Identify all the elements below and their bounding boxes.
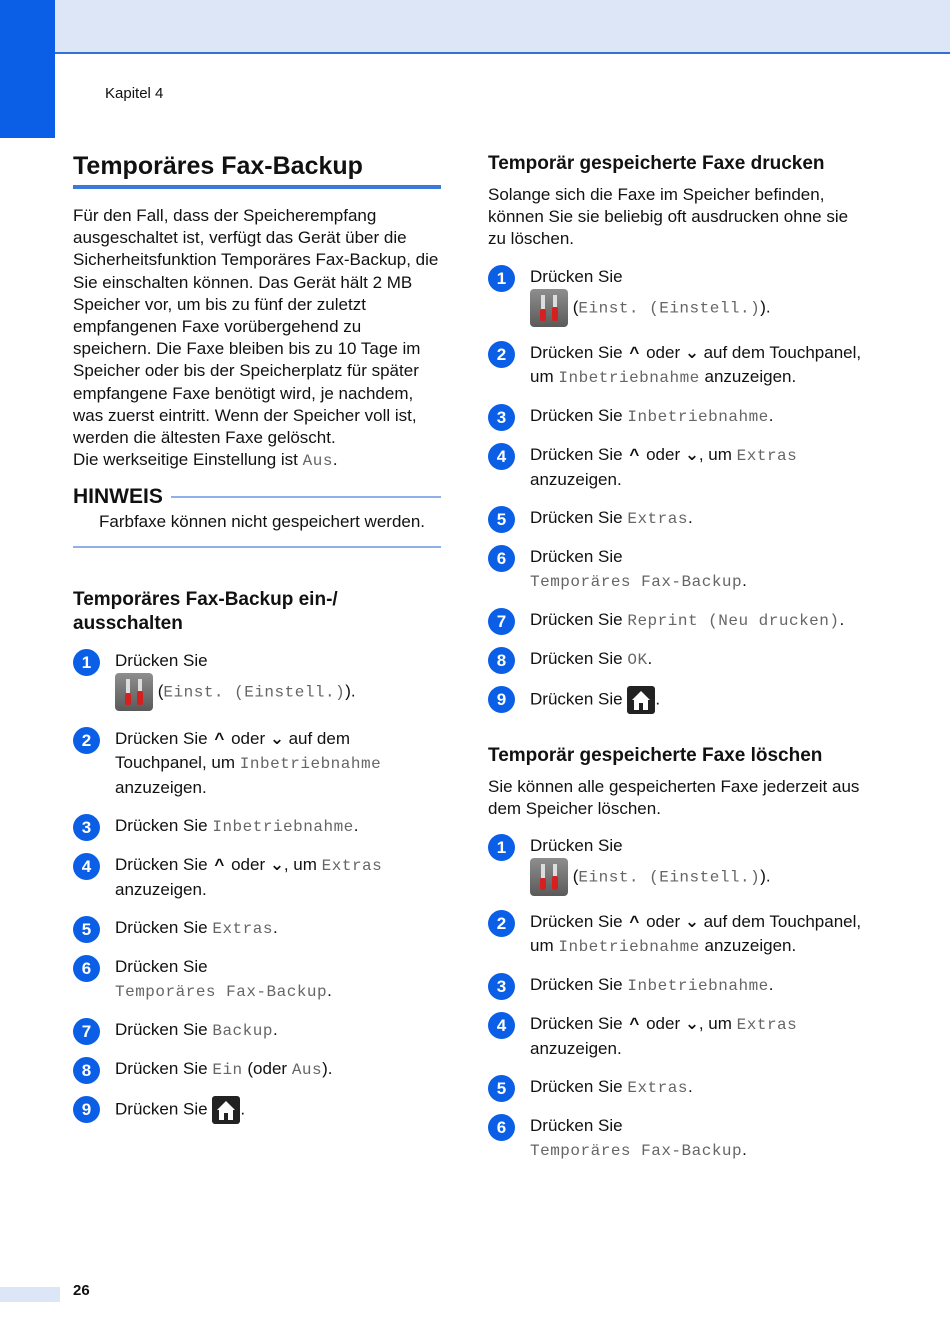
paren-close: ). bbox=[760, 866, 771, 886]
step-text: Drücken Sie bbox=[530, 1014, 623, 1034]
menu-value: Temporäres Fax-Backup bbox=[530, 1142, 743, 1161]
default-label: Die werkseitige Einstellung ist bbox=[73, 450, 303, 470]
step-end: . bbox=[768, 405, 774, 425]
step-4 bbox=[73, 853, 441, 902]
step-text-2: auf dem Touchpanel, um bbox=[530, 342, 862, 386]
section-title: Temporäres Fax-Backup bbox=[73, 152, 441, 189]
step-text: Drücken Sie bbox=[530, 836, 623, 856]
step-2 bbox=[488, 910, 868, 959]
menu-value: Temporäres Fax-Backup bbox=[115, 982, 328, 1001]
menu-value: Extras bbox=[627, 1079, 688, 1098]
step-text: Drücken Sie bbox=[115, 728, 208, 748]
menu-value: Inbetriebnahme bbox=[627, 407, 769, 426]
step-number: 8 bbox=[488, 647, 515, 674]
menu-value: Einst. (Einstell.) bbox=[163, 683, 346, 702]
step-end: . bbox=[687, 507, 693, 527]
step-end: . bbox=[327, 980, 332, 1000]
step-end: . bbox=[742, 570, 747, 590]
subsection-title: Temporäres Fax-Backup ein-/ ausschalten bbox=[73, 588, 338, 634]
step-1 bbox=[488, 265, 868, 327]
step-6 bbox=[488, 1114, 868, 1163]
menu-value: Temporäres Fax-Backup bbox=[530, 572, 743, 591]
menu-value: Backup bbox=[212, 1021, 273, 1040]
step-end: ). bbox=[322, 1058, 333, 1078]
step-number: 4 bbox=[488, 443, 515, 470]
step-text: Drücken Sie bbox=[115, 1019, 208, 1039]
home-icon[interactable] bbox=[212, 1096, 240, 1124]
left-steps bbox=[73, 649, 441, 1124]
step-3 bbox=[73, 814, 441, 839]
step-3 bbox=[488, 404, 868, 429]
note-box bbox=[73, 485, 441, 547]
step-text: Drücken Sie bbox=[115, 854, 208, 874]
note-divider bbox=[171, 496, 441, 498]
chevron-up-icon[interactable]: ^ bbox=[214, 854, 225, 874]
step-end: . bbox=[768, 975, 774, 995]
print-steps bbox=[488, 265, 868, 714]
step-1 bbox=[488, 834, 868, 896]
step-number: 1 bbox=[73, 649, 100, 676]
step-6 bbox=[488, 545, 868, 594]
step-8 bbox=[488, 647, 868, 672]
step-7 bbox=[73, 1018, 441, 1043]
step-number: 2 bbox=[488, 341, 515, 368]
paren-open: ( bbox=[572, 297, 579, 317]
step-text: Drücken Sie bbox=[115, 815, 208, 835]
step-9 bbox=[488, 686, 868, 714]
step-text: Drücken Sie bbox=[530, 546, 623, 566]
chevron-up-icon[interactable]: ^ bbox=[214, 728, 225, 748]
menu-value: Inbetriebnahme bbox=[239, 754, 382, 773]
step-number: 5 bbox=[73, 916, 100, 943]
footer-bar bbox=[0, 1287, 60, 1302]
step-text-2: auf dem Touchpanel, um bbox=[530, 912, 862, 956]
note-header bbox=[73, 485, 441, 509]
step-text: Drücken Sie bbox=[530, 266, 623, 286]
step-text-or: oder bbox=[646, 1014, 681, 1034]
chevron-down-icon[interactable]: ⌄ bbox=[269, 854, 285, 874]
chevron-up-icon[interactable]: ^ bbox=[629, 342, 640, 362]
step-end: . bbox=[687, 1077, 693, 1097]
step-number: 6 bbox=[488, 1114, 515, 1141]
step-text-3: anzuzeigen. bbox=[115, 777, 207, 797]
step-text-2: auf dem Touchpanel, um bbox=[115, 728, 351, 772]
step-number: 8 bbox=[73, 1057, 100, 1084]
step-1 bbox=[73, 649, 441, 711]
step-number: 3 bbox=[488, 404, 515, 431]
paren-close: ). bbox=[345, 681, 356, 701]
chevron-up-icon[interactable]: ^ bbox=[629, 444, 640, 464]
step-number: 2 bbox=[73, 727, 100, 754]
home-icon[interactable] bbox=[627, 686, 655, 714]
step-number: 7 bbox=[73, 1018, 100, 1045]
step-end: . bbox=[839, 609, 845, 629]
step-number: 7 bbox=[488, 608, 515, 635]
step-text: Drücken Sie bbox=[530, 507, 623, 527]
chevron-down-icon[interactable]: ⌄ bbox=[684, 1014, 700, 1034]
tools-icon[interactable] bbox=[530, 858, 568, 896]
step-text: Drücken Sie bbox=[115, 1099, 208, 1119]
step-text: Drücken Sie bbox=[115, 1058, 208, 1078]
step-end: . bbox=[742, 1140, 747, 1160]
paren-open: ( bbox=[157, 681, 164, 701]
step-text-3: anzuzeigen. bbox=[115, 879, 207, 899]
step-number: 1 bbox=[488, 265, 515, 292]
menu-value: Einst. (Einstell.) bbox=[578, 299, 761, 318]
step-text-3: anzuzeigen. bbox=[530, 469, 622, 489]
note-text: Farbfaxe können nicht gespeichert werden. bbox=[99, 512, 426, 532]
step-2 bbox=[73, 727, 441, 800]
menu-value: Extras bbox=[736, 1016, 798, 1035]
step-text-or: oder bbox=[231, 854, 266, 874]
step-end: . bbox=[647, 648, 653, 668]
step-number: 4 bbox=[73, 853, 100, 880]
step-5 bbox=[488, 1075, 868, 1100]
step-text: Drücken Sie bbox=[530, 975, 623, 995]
step-text: Drücken Sie bbox=[530, 648, 623, 668]
step-number: 5 bbox=[488, 506, 515, 533]
intro-text: Für den Fall, dass der Speicherempfang ausgeschaltet ist, verfügt das Gerät über die Sicherheitsfunktion Temporäres Fax-Backup, die Sie einschalten können. Das Gerät hält 2 MB Speicher vor, um bis zu fünf der zuletzt empfangenen Faxe vorübergehend zu speichern. Die Faxe bleiben bis zu 10 Tage im Speicher oder bis der Speicherplatz für später empfangene Faxe benötigt wird, je nachdem, was zuerst eintritt. Wenn der Speicher voll ist, werden die ältesten Faxe gelöscht. bbox=[73, 206, 439, 448]
delete-intro: Sie können alle gespeicherten Faxe jederzeit aus dem Speicher löschen. bbox=[488, 776, 860, 818]
step-text-or: oder bbox=[646, 342, 681, 362]
step-6 bbox=[73, 955, 441, 1004]
menu-value: Extras bbox=[321, 856, 383, 875]
step-text-2: , um bbox=[698, 1014, 732, 1034]
default-setting bbox=[73, 449, 441, 472]
print-intro: Solange sich die Faxe im Speicher befinden, können Sie sie beliebig oft ausdrucken ohne sie zu löschen. bbox=[488, 185, 849, 249]
top-band bbox=[0, 0, 950, 54]
step-number: 3 bbox=[73, 814, 100, 841]
step-number: 2 bbox=[488, 910, 515, 937]
step-number: 4 bbox=[488, 1012, 515, 1039]
step-number: 6 bbox=[488, 545, 515, 572]
menu-value: Inbetriebnahme bbox=[212, 817, 354, 836]
step-text-2: , um bbox=[283, 854, 317, 874]
step-text-3: anzuzeigen. bbox=[530, 1039, 622, 1059]
step-text: Drücken Sie bbox=[530, 405, 623, 425]
step-3 bbox=[488, 973, 868, 998]
step-end: . bbox=[272, 917, 278, 937]
step-2 bbox=[488, 341, 868, 390]
step-text: Drücken Sie bbox=[530, 609, 623, 629]
step-5 bbox=[488, 506, 868, 531]
delete-steps bbox=[488, 834, 868, 1163]
step-text-or: oder bbox=[646, 444, 681, 464]
step-end: . bbox=[240, 1099, 246, 1119]
delete-title: Temporär gespeicherte Faxe löschen bbox=[488, 744, 823, 766]
step-text: Drücken Sie bbox=[530, 689, 623, 709]
chevron-up-icon[interactable]: ^ bbox=[629, 1014, 640, 1034]
chevron-down-icon[interactable]: ⌄ bbox=[684, 342, 700, 362]
tools-icon[interactable] bbox=[115, 673, 153, 711]
default-value: Aus bbox=[302, 452, 333, 471]
step-text: Drücken Sie bbox=[115, 917, 208, 937]
step-text: Drücken Sie bbox=[530, 1116, 623, 1136]
chevron-up-icon[interactable]: ^ bbox=[629, 912, 640, 932]
page-number: 26 bbox=[73, 1282, 90, 1299]
menu-value: OK bbox=[627, 650, 648, 669]
menu-value: Extras bbox=[627, 509, 688, 528]
menu-value-on: Ein bbox=[212, 1060, 243, 1079]
step-text: Drücken Sie bbox=[530, 1077, 623, 1097]
step-5 bbox=[73, 916, 441, 941]
menu-value: Inbetriebnahme bbox=[558, 368, 700, 387]
chevron-down-icon[interactable]: ⌄ bbox=[684, 912, 700, 932]
paren-close: ). bbox=[760, 297, 771, 317]
step-4 bbox=[488, 1012, 868, 1061]
chapter-label: Kapitel 4 bbox=[105, 85, 164, 102]
step-number: 6 bbox=[73, 955, 100, 982]
step-number: 3 bbox=[488, 973, 515, 1000]
left-column bbox=[73, 148, 441, 1124]
print-title: Temporär gespeicherte Faxe drucken bbox=[488, 153, 825, 174]
step-4 bbox=[488, 443, 868, 492]
step-text-or: (oder bbox=[247, 1058, 288, 1078]
intro-paragraph bbox=[73, 205, 441, 472]
step-8 bbox=[73, 1057, 441, 1082]
chevron-down-icon[interactable]: ⌄ bbox=[269, 728, 285, 748]
menu-value: Extras bbox=[736, 446, 798, 465]
step-text: Drücken Sie bbox=[530, 444, 623, 464]
tools-icon[interactable] bbox=[530, 289, 568, 327]
step-number: 9 bbox=[488, 686, 515, 713]
step-end: . bbox=[353, 815, 359, 835]
step-number: 9 bbox=[73, 1096, 100, 1123]
menu-value: Reprint (Neu drucken) bbox=[627, 611, 840, 630]
step-number: 5 bbox=[488, 1075, 515, 1102]
step-text-2: , um bbox=[698, 444, 732, 464]
step-end: . bbox=[272, 1019, 278, 1039]
menu-value: Inbetriebnahme bbox=[627, 977, 769, 996]
menu-value-off: Aus bbox=[291, 1060, 323, 1079]
step-text-or: oder bbox=[646, 912, 681, 932]
step-text: Drücken Sie bbox=[115, 650, 208, 670]
menu-value: Extras bbox=[212, 919, 273, 938]
chevron-down-icon[interactable]: ⌄ bbox=[684, 444, 700, 464]
right-column bbox=[488, 152, 868, 1163]
step-end: . bbox=[655, 689, 661, 709]
paren-open: ( bbox=[572, 866, 579, 886]
step-text: Drücken Sie bbox=[530, 342, 623, 362]
step-9 bbox=[73, 1096, 441, 1124]
note-title: HINWEIS bbox=[73, 485, 163, 509]
default-end: . bbox=[332, 450, 338, 470]
step-7 bbox=[488, 608, 868, 633]
chapter-tab bbox=[0, 0, 55, 138]
step-text: Drücken Sie bbox=[530, 912, 623, 932]
menu-value: Einst. (Einstell.) bbox=[578, 868, 761, 887]
step-text: Drücken Sie bbox=[115, 956, 208, 976]
step-text-3: anzuzeigen. bbox=[704, 936, 797, 956]
step-text-3: anzuzeigen. bbox=[704, 366, 797, 386]
step-number: 1 bbox=[488, 834, 515, 861]
step-text-or: oder bbox=[231, 728, 266, 748]
menu-value: Inbetriebnahme bbox=[558, 938, 700, 957]
